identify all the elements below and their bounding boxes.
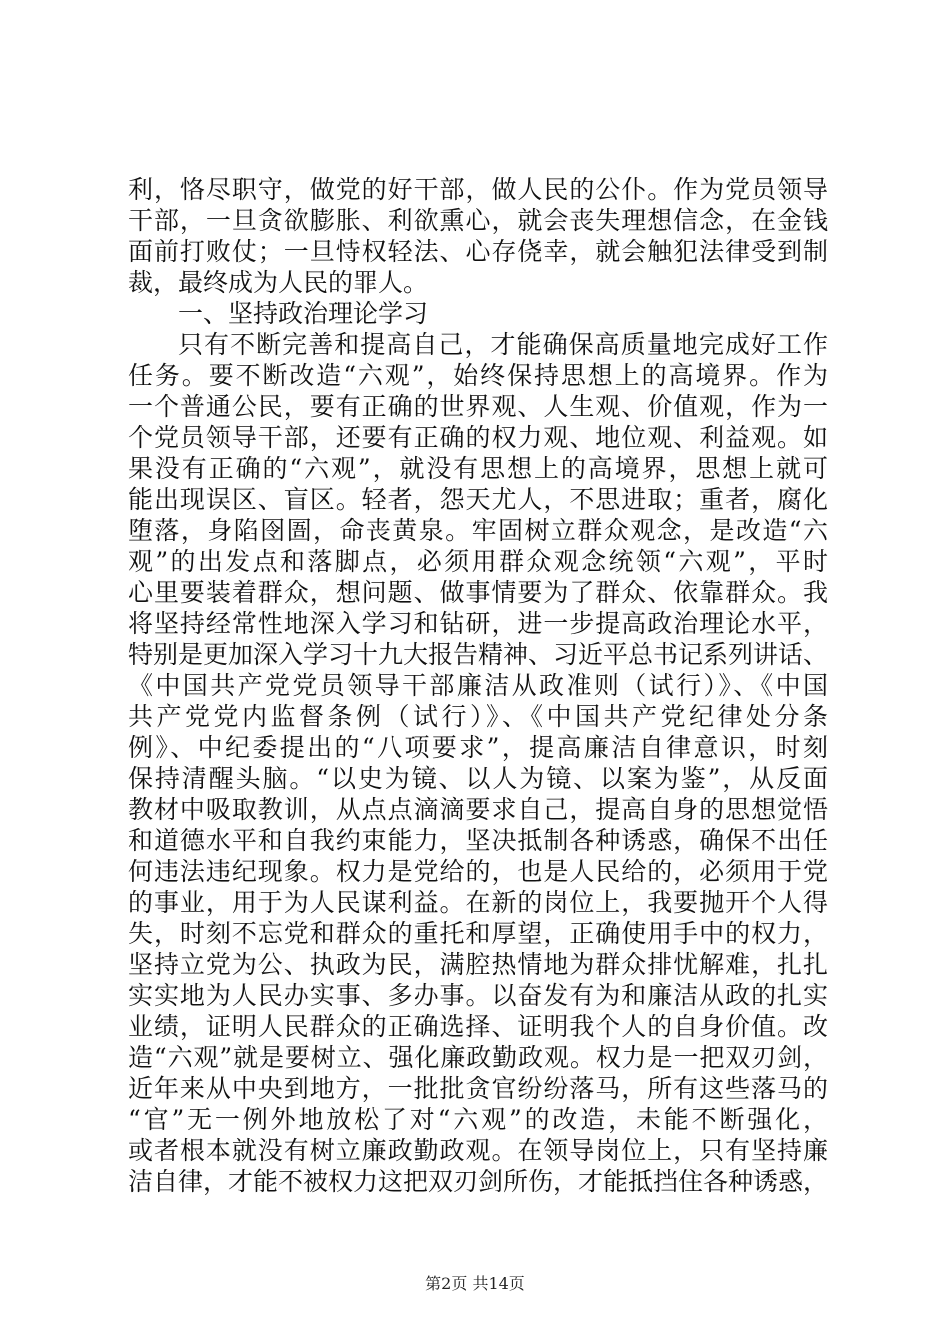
text-line: 利，恪尽职守，做党的好干部，做人民的公仆。作为党员领导 bbox=[128, 175, 828, 204]
text-line: 心里要装着群众，想问题、做事情要为了群众、依靠群众。我 bbox=[128, 578, 828, 607]
text-line: 业绩，证明人民群众的正确选择、证明我个人的自身价值。改 bbox=[128, 1012, 828, 1041]
text-line: 《中国共产党党员领导干部廉洁从政准则（试行）》、《中国 bbox=[128, 671, 828, 700]
text-line: 或者根本就没有树立廉政勤政观。在领导岗位上，只有坚持廉 bbox=[128, 1136, 828, 1165]
text-line: 裁，最终成为人民的罪人。 bbox=[128, 268, 429, 297]
text-line: 洁自律，才能不被权力这把双刃剑所伤，才能抵挡住各种诱惑， bbox=[128, 1167, 829, 1196]
text-line: 特别是更加深入学习十九大报告精神、习近平总书记系列讲话、 bbox=[128, 640, 829, 669]
section-heading: 一、坚持政治理论学习 bbox=[178, 299, 429, 328]
text-line: 面前打败仗；一旦恃权轻法、心存侥幸，就会触犯法律受到制 bbox=[128, 237, 828, 266]
text-line: 坚持立党为公、执政为民，满腔热情地为群众排忧解难，扎扎 bbox=[128, 950, 828, 979]
text-line: 造“六观”就是要树立、强化廉政勤政观。权力是一把双刃剑， bbox=[128, 1043, 828, 1072]
text-line: 一个普通公民，要有正确的世界观、人生观、价值观，作为一 bbox=[128, 392, 828, 421]
text-line: 能出现误区、盲区。轻者，怨天尤人，不思进取；重者，腐化 bbox=[128, 485, 828, 514]
text-line: “官”无一例外地放松了对“六观”的改造，未能不断强化， bbox=[128, 1105, 828, 1134]
body-text bbox=[128, 174, 828, 1197]
text-line: 干部，一旦贪欲膨胀、利欲熏心，就会丧失理想信念，在金钱 bbox=[128, 206, 828, 235]
text-line: 只有不断完善和提高自己，才能确保高质量地完成好工作 bbox=[178, 330, 828, 359]
text-line: 教材中吸取教训，从点点滴滴要求自己，提高自身的思想觉悟 bbox=[128, 795, 828, 824]
page-number: 第2页 共14页 bbox=[425, 1274, 525, 1293]
text-line: 近年来从中央到地方，一批批贪官纷纷落马，所有这些落马的 bbox=[128, 1074, 828, 1103]
text-line: 果没有正确的“六观”，就没有思想上的高境界，思想上就可 bbox=[128, 454, 828, 483]
text-line: 例》、中纪委提出的“八项要求”，提高廉洁自律意识，时刻 bbox=[128, 733, 828, 762]
text-line: 和道德水平和自我约束能力，坚决抵制各种诱惑，确保不出任 bbox=[128, 826, 828, 855]
text-line: 的事业，用于为人民谋利益。在新的岗位上，我要抛开个人得 bbox=[128, 888, 828, 917]
text-line: 任务。要不断改造“六观”，始终保持思想上的高境界。作为 bbox=[128, 361, 828, 390]
text-line: 堕落，身陷囹圄，命丧黄泉。牢固树立群众观念，是改造“六 bbox=[128, 516, 828, 545]
page-footer bbox=[0, 1271, 950, 1294]
text-line: 共产党党内监督条例（试行）》、《中国共产党纪律处分条 bbox=[128, 702, 828, 731]
text-line: 保持清醒头脑。“以史为镜、以人为镜、以案为鉴”，从反面 bbox=[128, 764, 828, 793]
text-line: 观”的出发点和落脚点，必须用群众观念统领“六观”，平时 bbox=[128, 547, 828, 576]
text-line: 将坚持经常性地深入学习和钻研，进一步提高政治理论水平， bbox=[128, 609, 828, 638]
text-line: 个党员领导干部，还要有正确的权力观、地位观、利益观。如 bbox=[128, 423, 828, 452]
text-line: 失，时刻不忘党和群众的重托和厚望，正确使用手中的权力， bbox=[128, 919, 828, 948]
text-line: 何违法违纪现象。权力是党给的，也是人民给的，必须用于党 bbox=[128, 857, 828, 886]
text-line: 实实地为人民办实事、多办事。以奋发有为和廉洁从政的扎实 bbox=[128, 981, 828, 1010]
